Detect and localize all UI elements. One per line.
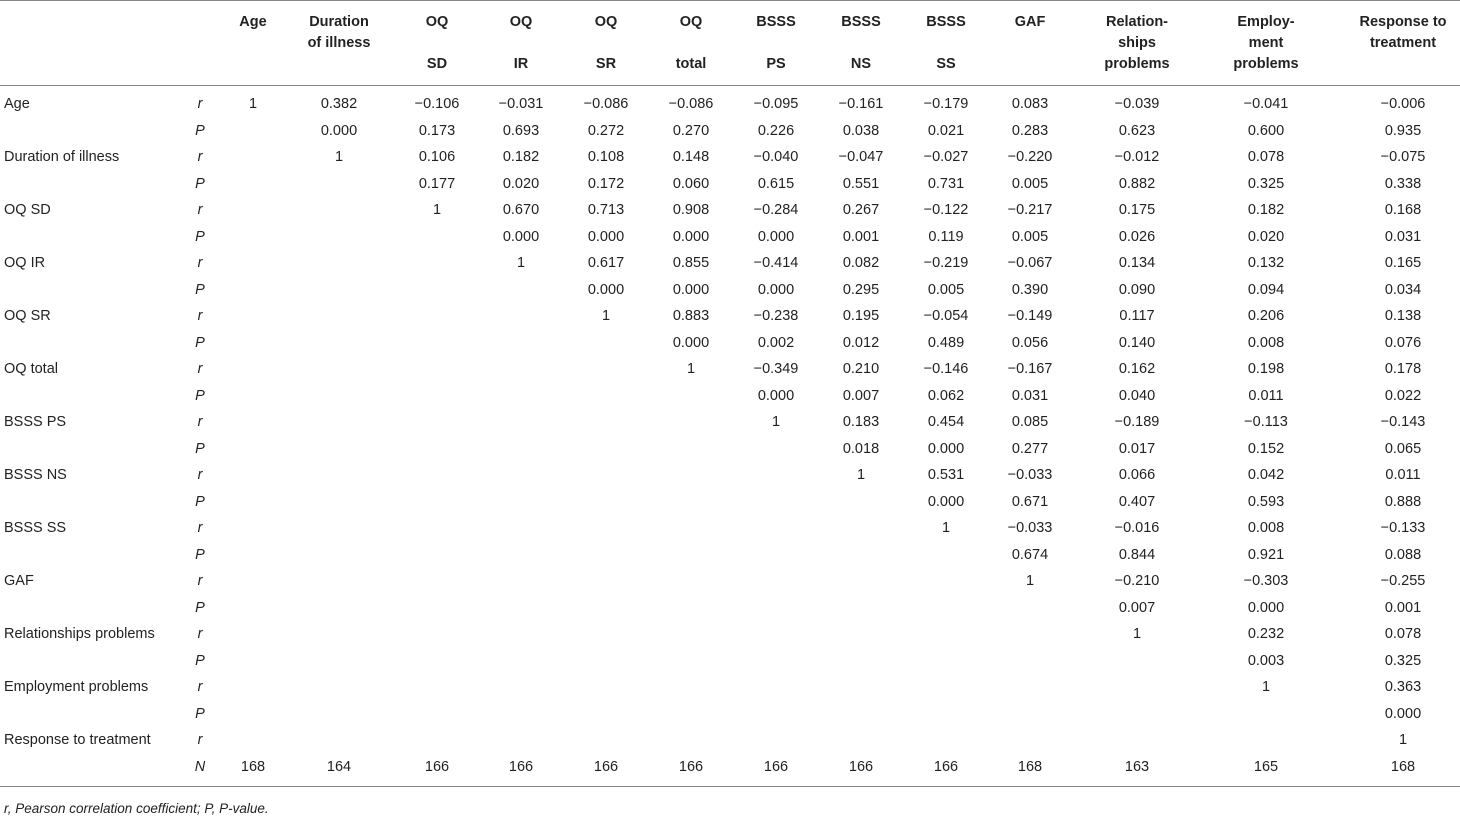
column-header (481, 12, 561, 75)
table-cell: 0.108 (587, 149, 625, 165)
table-cell: −0.146 (923, 361, 969, 377)
row-label: Duration of illness (4, 149, 120, 165)
table-cell: 0.270 (672, 122, 710, 139)
table-cell: −0.086 (583, 96, 629, 112)
table-cell: −0.349 (753, 361, 799, 377)
column-header-line: treatment (1369, 35, 1437, 51)
table-cell: 0.195 (842, 308, 880, 324)
table-cell: 0.005 (927, 281, 965, 298)
table-cell: 0.325 (1247, 175, 1285, 192)
table-cell: 0.001 (1384, 599, 1422, 616)
table-cell: 0.000 (757, 281, 795, 298)
row-statistic: P (195, 281, 205, 298)
table-cell: 0.165 (1384, 255, 1422, 271)
table-cell: 0.000 (672, 334, 710, 351)
table-cell: 0.175 (1118, 202, 1156, 218)
table-cell: 0.007 (842, 387, 880, 404)
table-cell: 1 (1025, 573, 1035, 589)
table-cell: 0.600 (1247, 122, 1285, 139)
table-cell: −0.012 (1114, 149, 1160, 165)
table-cell: 0.693 (502, 122, 540, 139)
table-cell: 0.090 (1118, 281, 1156, 298)
column-header-line (481, 33, 561, 54)
table-cell: −0.167 (1007, 361, 1053, 377)
row-statistic: r (197, 255, 203, 271)
table-cell: 0.000 (1384, 705, 1422, 722)
table-cell: 0.088 (1384, 546, 1422, 563)
table-cell: 0.000 (672, 281, 710, 298)
table-cell: 0.078 (1384, 626, 1422, 642)
table-cell: 0.082 (842, 255, 880, 271)
row-label: OQ SR (4, 308, 51, 324)
table-cell: 166 (508, 758, 534, 775)
row-statistic: r (197, 149, 203, 165)
row-statistic: r (197, 96, 203, 112)
table-cell: 168 (240, 758, 266, 775)
table-cell: 0.615 (757, 175, 795, 192)
column-header-line: SR (595, 56, 617, 72)
table-cell: 0.173 (418, 122, 456, 139)
table-cell: 0.022 (1384, 387, 1422, 404)
table-cell: 1 (771, 414, 781, 430)
table-cell: 0.012 (842, 334, 880, 351)
column-header (736, 12, 816, 75)
table-cell: 0.018 (842, 440, 880, 457)
table-cell: 0.232 (1247, 626, 1285, 642)
table-cell: 0.921 (1247, 546, 1285, 563)
column-header-line: Response to (1359, 14, 1447, 30)
table-cell: 0.390 (1011, 281, 1049, 298)
table-cell: −0.189 (1114, 414, 1160, 430)
table-cell: 0.883 (672, 308, 710, 324)
row-statistic: P (195, 705, 205, 722)
row-label: Response to treatment (4, 732, 151, 748)
table-cell: −0.006 (1380, 96, 1426, 112)
table-cell: 0.908 (672, 202, 710, 218)
table-cell: 0.034 (1384, 281, 1422, 298)
row-statistic: r (197, 361, 203, 377)
table-cell: −0.031 (498, 96, 544, 112)
table-cell: 0.119 (928, 228, 964, 245)
column-header-line: OQ (425, 14, 449, 30)
column-header-line: ment (1248, 35, 1284, 51)
row-label: OQ total (4, 361, 58, 377)
table-cell: 0.617 (587, 255, 625, 271)
table-cell: 0.005 (1011, 228, 1049, 245)
table-cell: 0.008 (1247, 334, 1285, 351)
table-cell: −0.149 (1007, 308, 1053, 324)
table-cell: −0.284 (753, 202, 799, 218)
table-cell: 0.882 (1118, 175, 1156, 192)
table-cell: 0.182 (1247, 202, 1285, 218)
table-cell: 0.003 (1247, 652, 1285, 669)
table-cell: 0.094 (1247, 281, 1285, 298)
table-bottom-rule (0, 786, 1460, 787)
row-label: OQ IR (4, 255, 46, 271)
column-header-line: OQ (679, 14, 703, 30)
table-cell: −0.255 (1380, 573, 1426, 589)
table-cell: −0.143 (1380, 414, 1426, 430)
table-cell: 0.031 (1384, 228, 1422, 245)
row-statistic: r (197, 679, 203, 695)
table-cell: 0.066 (1118, 467, 1156, 483)
table-cell: 0.178 (1384, 361, 1422, 377)
table-cell: 0.002 (757, 334, 795, 351)
table-cell: −0.210 (1114, 573, 1160, 589)
table-cell: 1 (516, 255, 526, 271)
row-statistic: r (197, 467, 203, 483)
table-cell: 0.040 (1118, 387, 1156, 404)
table-cell: 0.026 (1118, 228, 1156, 245)
table-cell: 0.008 (1247, 520, 1285, 536)
table-cell: 0.011 (1385, 467, 1421, 483)
column-header-line: SD (426, 56, 448, 72)
table-cell: 0.083 (1011, 96, 1049, 112)
table-cell: −0.041 (1243, 96, 1289, 112)
table-cell: 0.593 (1247, 493, 1285, 510)
table-cell: 0.454 (927, 414, 965, 430)
table-cell: 0.152 (1247, 440, 1285, 457)
row-statistic: P (195, 228, 205, 245)
column-header (651, 12, 731, 75)
table-cell: 166 (763, 758, 789, 775)
row-label: OQ SD (4, 202, 51, 218)
table-cell: 0.106 (418, 149, 456, 165)
table-cell: 163 (1124, 758, 1150, 775)
table-cell: 0.671 (1011, 493, 1049, 510)
table-cell: −0.033 (1007, 467, 1053, 483)
table-cell: −0.122 (923, 202, 969, 218)
row-label: Age (4, 96, 30, 112)
row-statistic: P (195, 493, 205, 510)
column-header-line: of illness (307, 35, 371, 51)
table-cell: −0.054 (923, 308, 969, 324)
table-cell: 0.267 (842, 202, 880, 218)
table-cell: 0.038 (842, 122, 880, 139)
column-header-line (736, 33, 816, 54)
table-cell: 1 (601, 308, 611, 324)
table-cell: 166 (848, 758, 874, 775)
column-header (566, 12, 646, 75)
row-statistic: r (197, 573, 203, 589)
table-cell: −0.016 (1114, 520, 1160, 536)
column-header-line: IR (513, 56, 529, 72)
row-statistic: r (197, 202, 203, 218)
table-cell: −0.217 (1007, 202, 1053, 218)
table-cell: 166 (424, 758, 450, 775)
table-cell: 1 (1261, 679, 1271, 695)
table-cell: 0.226 (757, 122, 795, 139)
table-cell: −0.047 (838, 149, 884, 165)
header-bottom-rule (0, 85, 1460, 86)
table-cell: 0.325 (1384, 652, 1422, 669)
table-cell: −0.086 (668, 96, 714, 112)
table-top-rule (0, 0, 1460, 1)
table-cell: 0.017 (1118, 440, 1156, 457)
column-header-line: PS (766, 56, 786, 72)
table-cell: −0.075 (1380, 149, 1426, 165)
table-cell: 0.272 (587, 122, 625, 139)
table-cell: 0.021 (927, 122, 965, 139)
table-cell: 0.085 (1011, 414, 1049, 430)
column-header-line (906, 33, 986, 54)
table-cell: 0.117 (1119, 308, 1155, 324)
table-cell: 0.172 (587, 175, 625, 192)
column-header-line: GAF (1014, 14, 1046, 30)
table-cell: 0.206 (1247, 308, 1285, 324)
column-header-line: SS (936, 56, 956, 72)
table-cell: 1 (432, 202, 442, 218)
table-cell: 1 (334, 149, 344, 165)
table-cell: 168 (1390, 758, 1416, 775)
table-cell: 1 (1132, 626, 1142, 642)
table-cell: 0.000 (927, 440, 965, 457)
table-cell: 0.210 (842, 361, 880, 377)
table-cell: −0.106 (414, 96, 460, 112)
table-cell: 0.000 (587, 281, 625, 298)
table-cell: 0.076 (1384, 334, 1422, 351)
column-header (821, 12, 901, 75)
table-cell: 0.844 (1118, 546, 1156, 563)
table-cell: 0.551 (842, 175, 880, 192)
table-cell: 1 (856, 467, 866, 483)
row-statistic: P (195, 546, 205, 563)
table-cell: 164 (326, 758, 352, 775)
table-cell: 166 (593, 758, 619, 775)
column-header-line: problems (1233, 56, 1299, 72)
table-cell: −0.133 (1380, 520, 1426, 536)
row-statistic: P (195, 122, 205, 139)
table-cell: 0.148 (672, 149, 710, 165)
row-label: BSSS SS (4, 520, 67, 536)
table-cell: 0.134 (1118, 255, 1156, 271)
table-cell: 0.623 (1118, 122, 1156, 139)
column-header-line (397, 33, 477, 54)
column-header (1077, 12, 1197, 75)
column-header (1206, 12, 1326, 75)
table-cell: −0.095 (753, 96, 799, 112)
table-cell: 0.338 (1384, 175, 1422, 192)
table-cell: 1 (941, 520, 951, 536)
row-label: Employment problems (4, 679, 149, 695)
table-cell: −0.161 (838, 96, 884, 112)
table-cell: 0.855 (672, 255, 710, 271)
table-cell: 0.182 (502, 149, 540, 165)
table-footnote: r, Pearson correlation coefficient; P, P-value. (4, 801, 269, 816)
table-cell: 0.670 (502, 202, 540, 218)
table-cell: 0.382 (320, 96, 358, 112)
column-header (1343, 12, 1460, 54)
table-cell: 0.935 (1384, 122, 1422, 139)
table-cell: 0.000 (587, 228, 625, 245)
table-cell: 0.000 (927, 493, 965, 510)
column-header-line (566, 33, 646, 54)
row-label: BSSS NS (4, 467, 67, 483)
table-cell: 0.020 (1247, 228, 1285, 245)
table-cell: 1 (1398, 732, 1408, 748)
column-header-line: total (675, 56, 707, 72)
table-cell: −0.238 (753, 308, 799, 324)
column-header-line: BSSS (841, 14, 881, 30)
table-cell: 0.001 (842, 228, 880, 245)
column-header (990, 12, 1070, 33)
table-cell: 0.065 (1384, 440, 1422, 457)
table-cell: −0.219 (923, 255, 969, 271)
table-cell: 0.531 (927, 467, 965, 483)
table-cell: 0.078 (1247, 149, 1285, 165)
column-header-line: OQ (594, 14, 618, 30)
table-cell: −0.303 (1243, 573, 1289, 589)
table-cell: 0.056 (1011, 334, 1049, 351)
column-header (906, 12, 986, 75)
table-cell: 0.283 (1011, 122, 1049, 139)
table-cell: 0.000 (672, 228, 710, 245)
table-cell: 0.031 (1011, 387, 1049, 404)
table-cell: 0.007 (1118, 599, 1156, 616)
table-cell: 168 (1017, 758, 1043, 775)
table-cell: 0.489 (927, 334, 965, 351)
column-header-line: Duration (309, 14, 369, 30)
row-label: BSSS PS (4, 414, 67, 430)
table-cell: 0.042 (1247, 467, 1285, 483)
row-label: GAF (4, 573, 34, 589)
row-statistic: P (195, 652, 205, 669)
row-statistic: N (194, 758, 206, 775)
table-cell: 1 (248, 96, 258, 112)
column-header-line (651, 33, 731, 54)
column-header-line: Relation- (1105, 14, 1169, 30)
table-cell: −0.040 (753, 149, 799, 165)
table-cell: 0.132 (1247, 255, 1285, 271)
column-header-line: NS (850, 56, 872, 72)
table-cell: −0.113 (1244, 414, 1288, 430)
table-cell: 1 (686, 361, 696, 377)
column-header (223, 12, 283, 33)
column-header-line: ships (1118, 35, 1156, 51)
column-header-line: problems (1104, 56, 1170, 72)
row-statistic: r (197, 308, 203, 324)
table-cell: 0.020 (502, 175, 540, 192)
table-cell: 0.295 (842, 281, 880, 298)
table-cell: 0.888 (1384, 493, 1422, 510)
table-cell: −0.414 (753, 255, 799, 271)
row-statistic: P (195, 334, 205, 351)
column-header (289, 12, 389, 54)
table-cell: 0.407 (1118, 493, 1156, 510)
table-cell: 0.000 (1247, 599, 1285, 616)
table-cell: 0.000 (320, 122, 358, 139)
table-cell: 0.168 (1384, 202, 1422, 218)
table-cell: −0.027 (923, 149, 969, 165)
table-cell: 0.713 (587, 202, 625, 218)
column-header-line: BSSS (756, 14, 796, 30)
row-statistic: P (195, 175, 205, 192)
table-cell: 0.731 (927, 175, 965, 192)
row-statistic: r (197, 626, 203, 642)
table-cell: −0.179 (923, 96, 969, 112)
table-cell: 166 (933, 758, 959, 775)
table-cell: −0.067 (1007, 255, 1053, 271)
table-cell: 0.000 (757, 228, 795, 245)
table-cell: 165 (1253, 758, 1279, 775)
table-cell: 0.162 (1118, 361, 1156, 377)
table-cell: 0.005 (1011, 175, 1049, 192)
row-statistic: P (195, 387, 205, 404)
row-statistic: r (197, 414, 203, 430)
column-header-line: Employ- (1237, 14, 1295, 30)
row-statistic: r (197, 520, 203, 536)
table-cell: 0.363 (1384, 679, 1422, 695)
table-cell: −0.220 (1007, 149, 1053, 165)
table-cell: 166 (678, 758, 704, 775)
table-cell: 0.011 (1248, 387, 1284, 404)
row-statistic: P (195, 440, 205, 457)
column-header (397, 12, 477, 75)
table-cell: 0.000 (502, 228, 540, 245)
table-cell: 0.060 (672, 175, 710, 192)
table-cell: 0.062 (927, 387, 965, 404)
table-cell: 0.140 (1118, 334, 1156, 351)
column-header-line: OQ (509, 14, 533, 30)
table-cell: 0.198 (1247, 361, 1285, 377)
row-statistic: r (197, 732, 203, 748)
table-cell: 0.674 (1011, 546, 1049, 563)
column-header-line: BSSS (926, 14, 966, 30)
table-cell: 0.000 (757, 387, 795, 404)
row-label: Relationships problems (4, 626, 155, 642)
table-cell: −0.039 (1114, 96, 1160, 112)
column-header-line: Age (239, 14, 267, 30)
table-cell: −0.033 (1007, 520, 1053, 536)
table-cell: 0.177 (418, 175, 456, 192)
column-header-line (821, 33, 901, 54)
table-cell: 0.277 (1011, 440, 1049, 457)
table-cell: 0.183 (842, 414, 880, 430)
row-statistic: P (195, 599, 205, 616)
table-cell: 0.138 (1384, 308, 1422, 324)
